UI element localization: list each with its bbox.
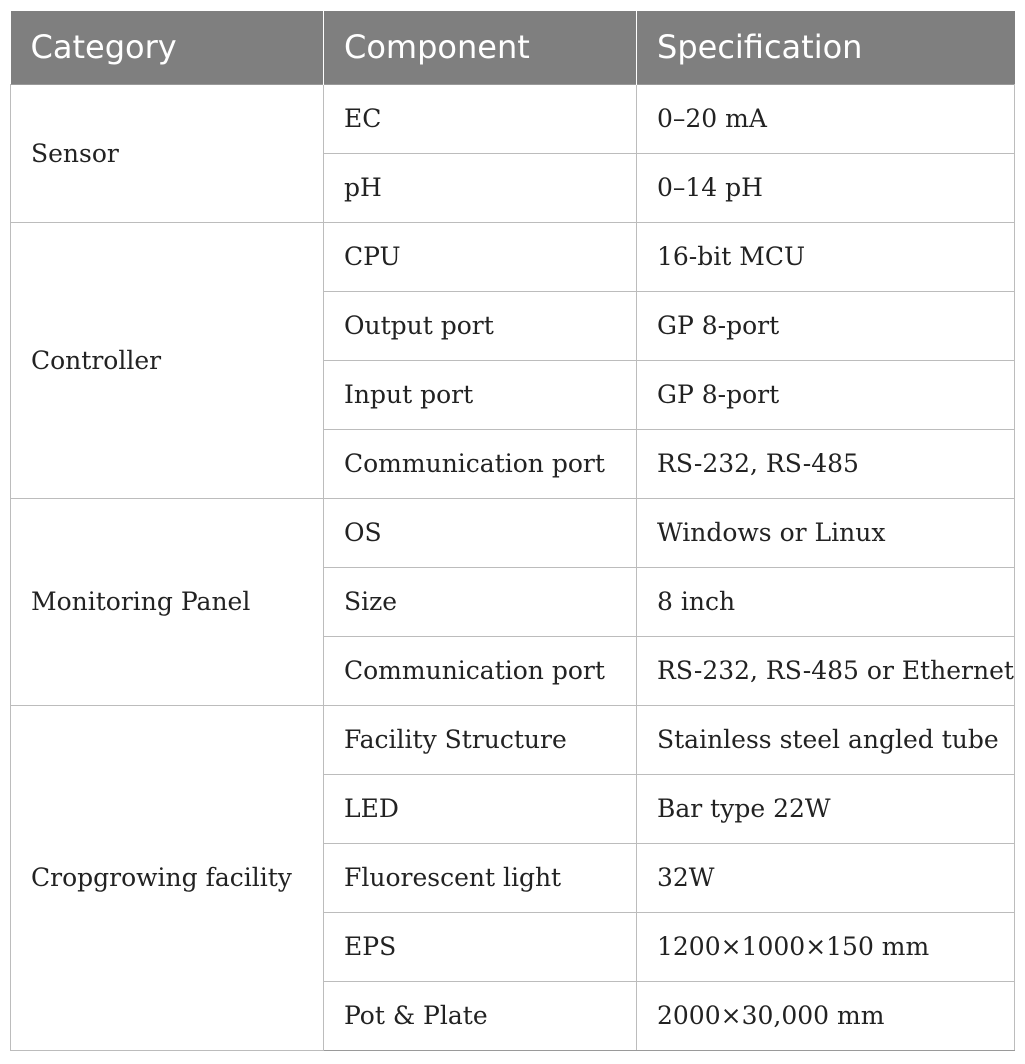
component-cell: Output port bbox=[324, 291, 637, 360]
specification-cell: 0–14 pH bbox=[637, 153, 1015, 222]
specification-cell: 2000×30,000 mm bbox=[637, 981, 1015, 1050]
table-row bbox=[11, 84, 1015, 153]
component-cell: Input port bbox=[324, 360, 637, 429]
specification-cell: 32W bbox=[637, 843, 1015, 912]
header-category: Category bbox=[11, 11, 324, 84]
component-cell: CPU bbox=[324, 222, 637, 291]
specification-cell: Windows or Linux bbox=[637, 498, 1015, 567]
specification-cell: 16-bit MCU bbox=[637, 222, 1015, 291]
specification-cell: GP 8-port bbox=[637, 291, 1015, 360]
specification-cell: RS-232, RS-485 or Ethernet bbox=[637, 636, 1015, 705]
category-cell: Monitoring Panel bbox=[11, 498, 324, 705]
specification-cell: GP 8-port bbox=[637, 360, 1015, 429]
category-cell: Sensor bbox=[11, 84, 324, 222]
table-body bbox=[11, 84, 1015, 1050]
component-cell: LED bbox=[324, 774, 637, 843]
specification-cell: RS-232, RS-485 bbox=[637, 429, 1015, 498]
table-header bbox=[11, 11, 1015, 84]
component-cell: EPS bbox=[324, 912, 637, 981]
specification-cell: 1200×1000×150 mm bbox=[637, 912, 1015, 981]
table-row bbox=[11, 222, 1015, 291]
spec-table bbox=[10, 11, 1015, 1051]
component-cell: Communication port bbox=[324, 636, 637, 705]
specification-cell: Stainless steel angled tube bbox=[637, 705, 1015, 774]
component-cell: Communication port bbox=[324, 429, 637, 498]
category-cell: Cropgrowing facility bbox=[11, 705, 324, 1050]
component-cell: EC bbox=[324, 84, 637, 153]
component-cell: OS bbox=[324, 498, 637, 567]
header-specification: Specification bbox=[637, 11, 1015, 84]
component-cell: Facility Structure bbox=[324, 705, 637, 774]
component-cell: Fluorescent light bbox=[324, 843, 637, 912]
table-row bbox=[11, 498, 1015, 567]
header-row bbox=[11, 11, 1015, 84]
table-row bbox=[11, 705, 1015, 774]
specification-cell: Bar type 22W bbox=[637, 774, 1015, 843]
category-cell: Controller bbox=[11, 222, 324, 498]
header-component: Component bbox=[324, 11, 637, 84]
specification-cell: 8 inch bbox=[637, 567, 1015, 636]
specification-cell: 0–20 mA bbox=[637, 84, 1015, 153]
component-cell: Pot & Plate bbox=[324, 981, 637, 1050]
component-cell: Size bbox=[324, 567, 637, 636]
component-cell: pH bbox=[324, 153, 637, 222]
